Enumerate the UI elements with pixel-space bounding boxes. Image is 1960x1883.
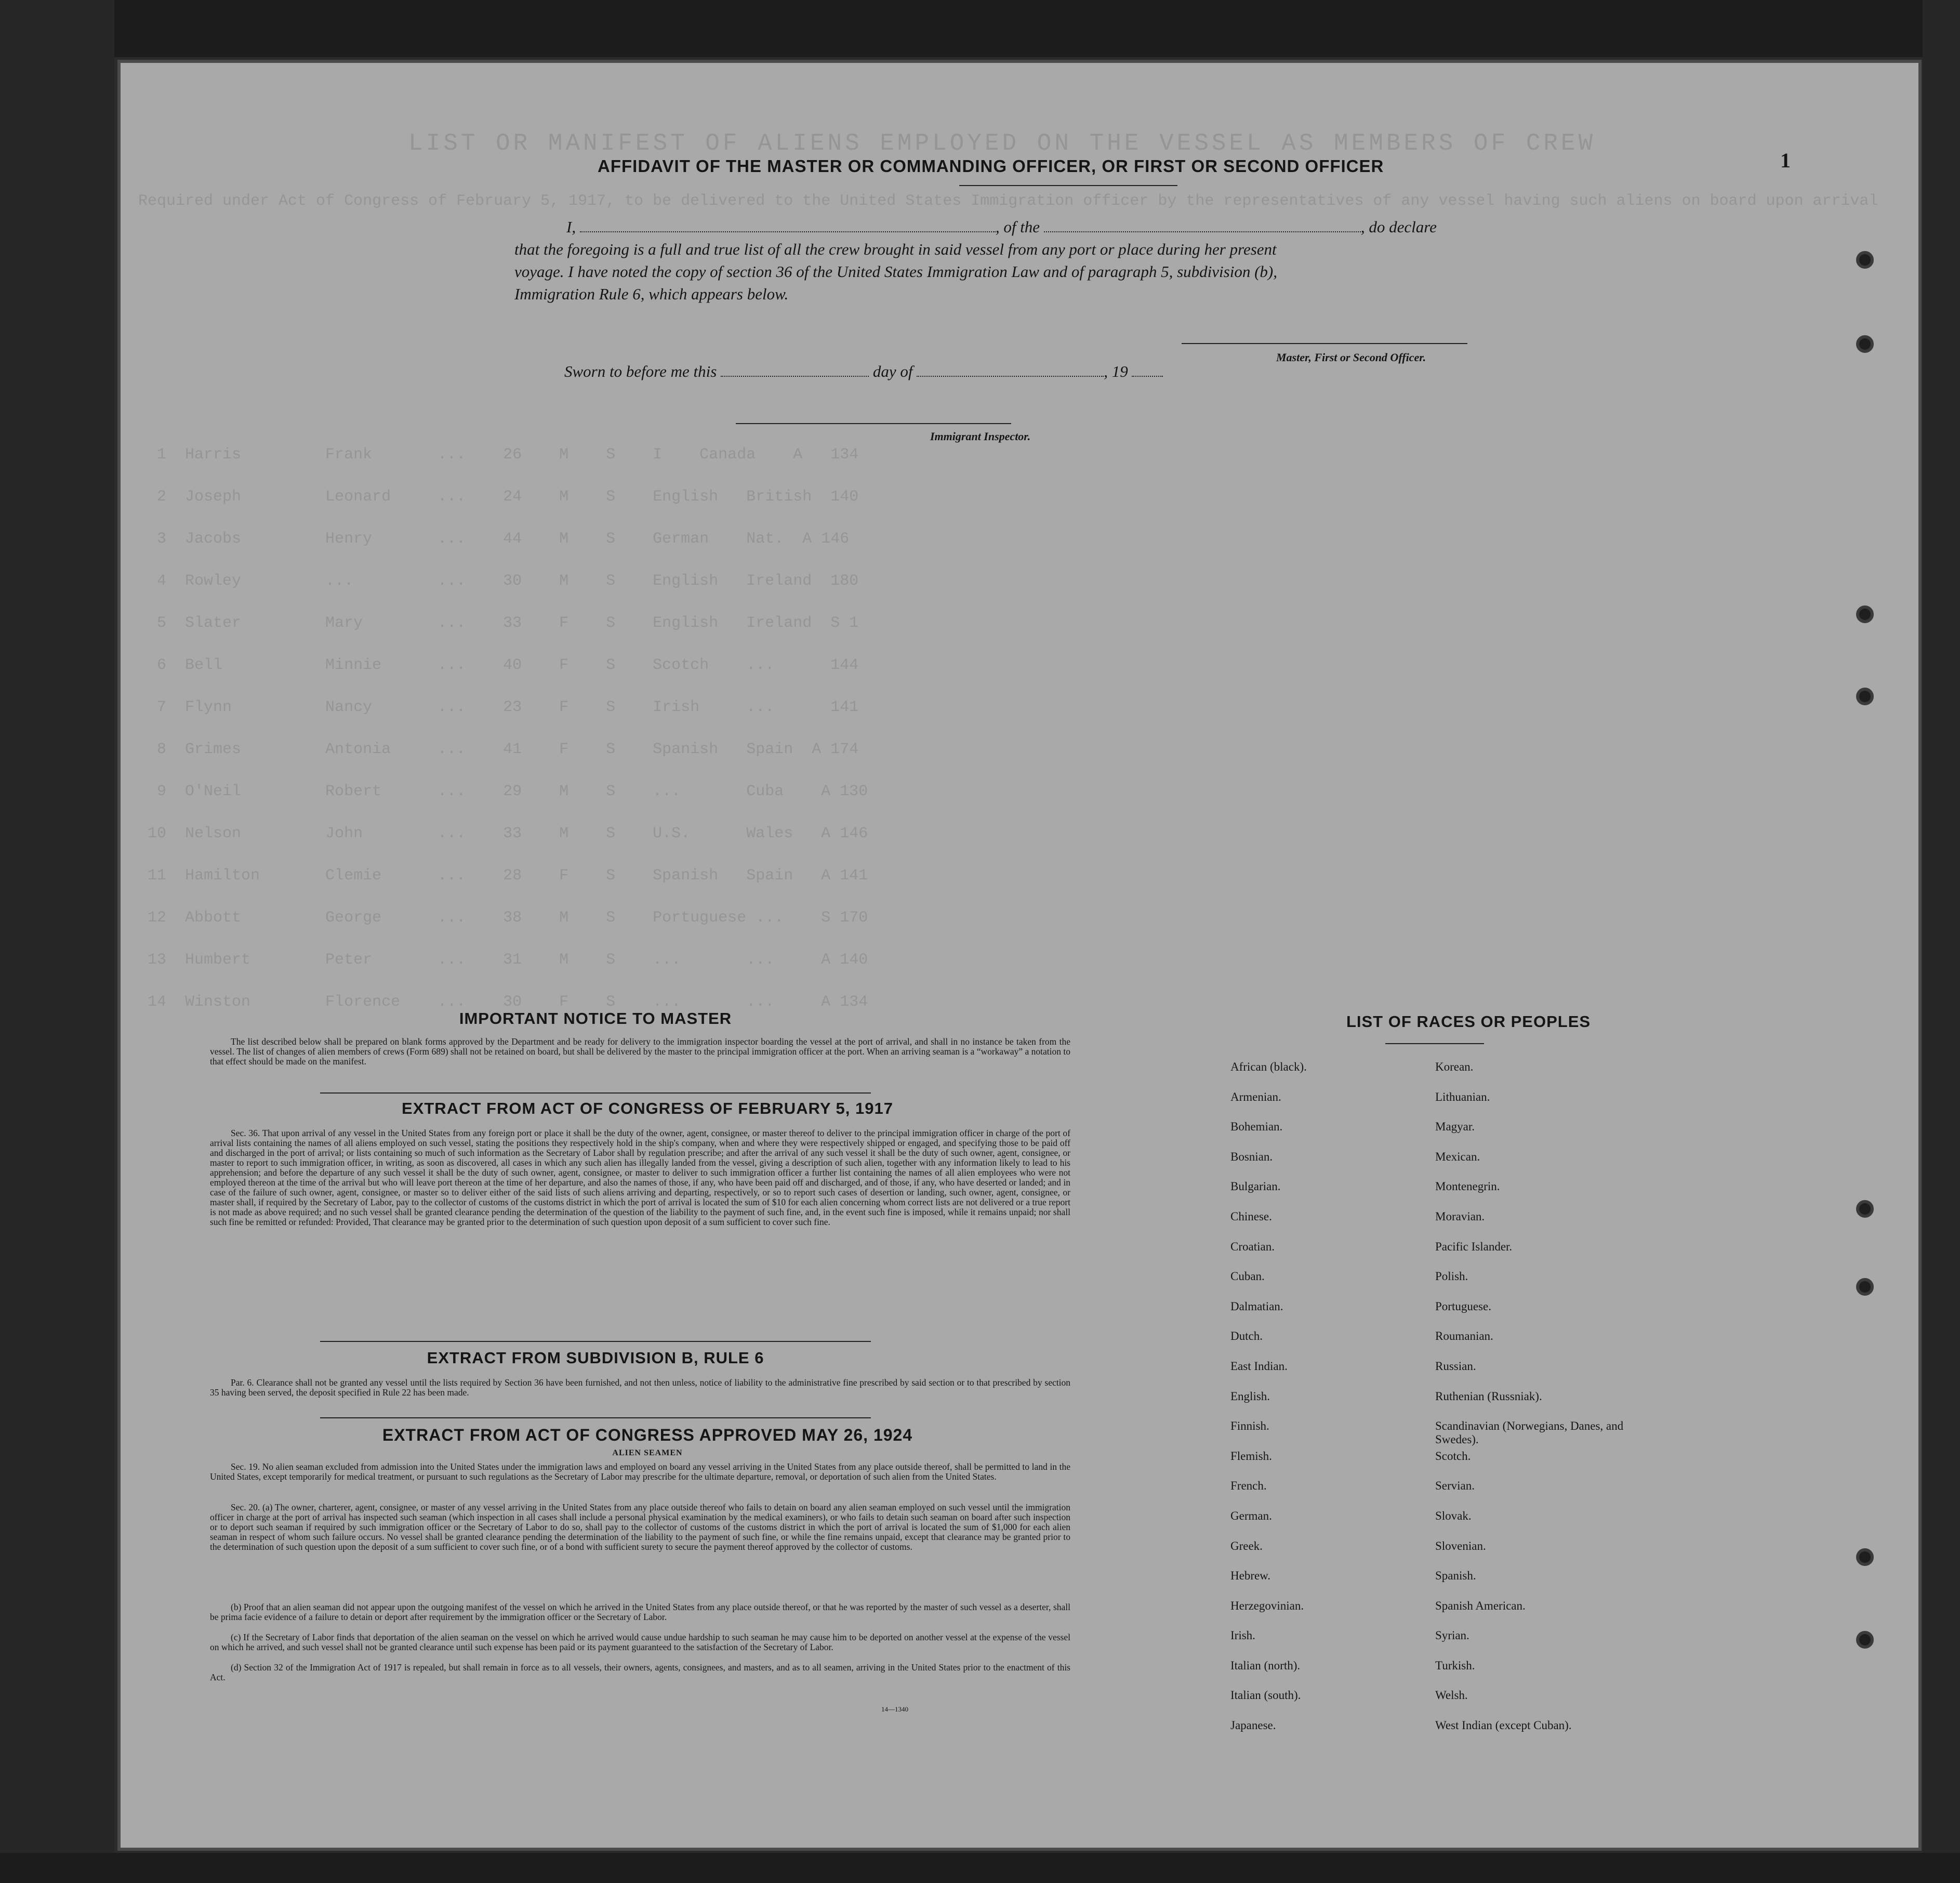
race-item: Bulgarian. (1230, 1180, 1281, 1193)
race-item: French. (1230, 1479, 1267, 1493)
inspector-signature-line[interactable] (736, 423, 1011, 424)
sworn-line (564, 360, 1344, 383)
races-title-underline (1385, 1043, 1484, 1044)
race-item: Turkish. (1435, 1658, 1475, 1672)
sworn-year-field[interactable] (1132, 363, 1163, 377)
extract-1924-subtitle: ALIEN SEAMEN (612, 1449, 683, 1457)
sec20a-text: Sec. 20. (a) The owner, charterer, agent, consignee, or master of any vessel arriving in the United States from any place outside thereof who fails to detain on board any alien seaman employed on such vessel until the immigration officer in charge at the port of arrival has inspected such seaman (which inspection in all cases shall include a personal physical examination by the medical examiners), or who fails to detain such seaman on board after such inspection or to deport such seaman if required by such immigration officer or the Secretary of Labor to do so, shall pay to the collector of customs of the customs district in which the port of arrival is located the sum of $1,000 for each alien seaman in respect of whom such failure occurs. No vessel shall be granted clearance pending the determination of the liability to the payment of such fine, or while the fine remains unpaid, except that clearance may be granted prior to the determination of such question upon the deposit of a sum sufficient to cover such fine, or of a bond with sufficient surety to secure the payment thereof approved by the collector of customs. (210, 1502, 1070, 1552)
race-item: Portuguese. (1435, 1299, 1491, 1313)
extract-1917-title: EXTRACT FROM ACT OF CONGRESS OF FEBRUARY 5, 1917 (402, 1099, 893, 1117)
punch-hole (1856, 1631, 1874, 1649)
race-item: Bohemian. (1230, 1120, 1283, 1134)
race-item: Dalmatian. (1230, 1299, 1283, 1313)
race-item: Servian. (1435, 1479, 1475, 1493)
extract-1917-text: Sec. 36. That upon arrival of any vessel in the United States from any foreign port or place it shall be the duty of the owner, agent, consignee, or master thereof to deliver to the principal immigration officer in charge of the port of arrival lists containing the names of all aliens employed on such vessel, stating the positions they respectively hold in the ship's company, when and where they were respectively shipped or engaged, and specifying those to be paid off and discharged in the port of arrival; or lists containing so much of such information as the Secretary of Labor shall by regulation prescribe; and after the arrival of any such vessel it shall be the duty of such owner, agent, consignee, or master to report to such immigration officer, in writing, as soon as discovered, all cases in which any such alien has illegally landed from the vessel, giving a description of such alien, together with any information likely to lead to his apprehension; and before the departure of any such vessel it shall be the duty of such owner, agent, consignee, or master to deliver to such immigration officer a further list containing the names of all alien employees who were not employed thereon at the time of the arrival but who will leave port thereon at the time of her departure, and also the names of those, if any, who have been paid off and discharged, and of those, if any, who have deserted or landed; and in case of the failure of such owner, agent, consignee, or master so to deliver either of the said lists of such aliens arriving and departing, respectively, or so to report such cases of desertion or landing, such owner, agent, consignee, or master shall, if required by the Secretary of Labor, pay to the collector of customs of the customs district in which the port of arrival is located the sum of $10 for each alien concerning whom correct lists are not delivered or a true report is not made as above required; and no such vessel shall be granted clearance pending the determination of the question of the liability to the payment of such fine, and, in the event such fine is imposed, while it remains unpaid; nor shall such fine be remitted or refunded: Provided, That clearance may be granted prior to the determination of such question upon deposit of a sum sufficient to cover such fine. (210, 1128, 1070, 1227)
race-item: Roumanian. (1435, 1329, 1493, 1343)
sec20c-text: (c) If the Secretary of Labor finds that deportation of the alien seaman on the vessel on which he arrived would cause undue hardship to such seaman he may cause him to be deported on another vessel at the expense of the vessel on which he arrived, and such vessel shall not be granted clearance until such expense has been paid or its payment guaranteed to the satisfaction of the Secretary of Labor. (210, 1632, 1070, 1652)
notice-title: IMPORTANT NOTICE TO MASTER (459, 1009, 732, 1028)
extract-rule6-text: Par. 6. Clearance shall not be granted any vessel until the lists required by Section 36 have been furnished, and not then unless, notice of liability to the administrative fine prescribed by said section or to that prescribed by section 35 having been served, the deposit specified in Rule 22 has been made. (210, 1377, 1070, 1398)
punch-hole (1856, 1200, 1874, 1218)
race-item: Flemish. (1230, 1449, 1272, 1463)
race-item: Syrian. (1435, 1629, 1469, 1642)
divider-3 (320, 1417, 871, 1418)
extract-rule6-title: EXTRACT FROM SUBDIVISION B, RULE 6 (427, 1349, 764, 1367)
sworn-prefix: Sworn to before me this (564, 362, 717, 380)
race-item: German. (1230, 1509, 1272, 1522)
race-item: Moravian. (1435, 1209, 1485, 1223)
vessel-field[interactable] (1044, 219, 1361, 232)
race-item: Finnish. (1230, 1419, 1269, 1433)
inspector-label: Immigrant Inspector. (930, 430, 1031, 443)
affidavit-declare-label: , do declare (1360, 218, 1437, 236)
affidavit-title: AFFIDAVIT OF THE MASTER OR COMMANDING OFFICER, OR FIRST OR SECOND OFFICER (598, 156, 1384, 176)
race-item: Spanish. (1435, 1569, 1476, 1583)
race-item: Italian (south). (1230, 1689, 1301, 1702)
race-item: Polish. (1435, 1270, 1468, 1283)
affidavit-i-label: I, (566, 218, 576, 236)
punch-hole (1856, 1548, 1874, 1566)
punch-hole (1856, 688, 1874, 705)
races-right-column (1435, 1060, 1653, 1749)
affidavit-line-3: voyage. I have noted the copy of section 36 of the United States Immigration Law and of paragraph 5, subdivision (b), (514, 262, 1277, 281)
race-item: English. (1230, 1389, 1270, 1403)
top-film-edge (0, 0, 1960, 57)
title-underline (959, 185, 1177, 186)
race-item: Scotch. (1435, 1449, 1471, 1463)
sec19-text: Sec. 19. No alien seaman excluded from admission into the United States under the immigration laws and employed on board any vessel arriving in the United States from any place outside thereof, shall be permitted to land in the United States, except temporarily for medical treatment, or pursuant to such regulations as the Secretary of Labor may prescribe for the ultimate departure, removal, or deportation of such alien from the United States. (210, 1461, 1070, 1482)
race-item: Cuban. (1230, 1270, 1265, 1283)
manifest-page: LIST OR MANIFEST OF ALIENS EMPLOYED ON THE VESSEL AS MEMBERS OF CREW Required under Act of Congress of February 5, 1917, to be delivered to the United States Immigration officer by the representatives of any vessel having such aliens on board upon arrival 1 Harris Frank ... 26 M S I Canada A 134 2 Joseph Leonard ... 24 M S English British 140 3 Jacobs Henry ... 44 M S German Nat. A 146 4 Rowley ... ... 30 M S English Ireland 180 5 Slater Mary ... 33 F S English Ireland S 1 6 Bell Minnie ... 40 F S Scotch ... 144 7 Flynn Nancy ... 23 F S Irish ... 141 8 Grimes Antonia ... 41 F S Spanish Spain A 174 9 O'Neil Robert ... 29 M S ... Cuba A 130 10 Nelson John ... 33 M S U.S. Wales A 146 11 Hamilton Clemie ... 28 F S Spanish Spain A 141 12 Abbott George ... 38 M S Portuguese ... S 170 13 Humbert Peter ... 31 M S ... ... A 140 14 Winston Florence ... 30 F S ... ... A 134 AFFIDAVIT OF THE MASTER OR COMMANDING OFFICER, OR FIRST OR SECOND OFFICER I, , of the , do declare that the foregoing is a full and true list of all the crew brought in said vessel from any port or place during her present voyage. I have noted the copy of section 36 of the United States Immigration Law and of paragraph 5, subdivision (b), Immigration Rule 6, which appears below. Master, First or Second Officer. Sworn to before me this day of , 19 Immigrant Inspector. 1 IMPORTANT NOTICE TO MASTER The list described below shall be prepared on blank forms approved by the Department and be ready for delivery to the immigration inspector boarding the vessel at the port of arrival, and shall in no instance be taken from the vessel. The list of changes of alien members of crews (Form 689) shall not be retained on board, but shall be delivered by the master to the principal immigration officer at the port. When an arriving seaman is a “workaway” a notation to that effect should be made on the manifest. EXTRACT FROM ACT OF CONGRESS OF FEBRUARY 5, 1917 Sec. 36. That upon arrival of any vessel in the United States from any foreign port or place it shall be the duty of the owner, agent, consignee, or master thereof to deliver to the principal immigration officer in charge of the port of arrival lists containing the names of all aliens employed on such vessel, stating the positions they respectively hold in the ship's company, when and where they were respectively shipped or engaged, and specifying those to be paid off and discharged in the port of arrival; or lists containing so much of such information as the Secretary of Labor shall by regulation prescribe; and after the arrival of any such vessel it shall be the duty of such owner, agent, consignee, or master to report to such immigration officer, in writing, as soon as discovered, all cases in which any such alien has illegally landed from the vessel, giving a description of such alien, together with any information likely to lead to his apprehension; and before the departure of any such vessel it shall be the duty of such owner, agent, consignee, or master to deliver to such immigration officer a further list containing the names of all alien employees who were not employed thereon at the time of the arrival but who will leave port thereon at the time of her departure, and also the names of those, if any, who have been paid off and discharged, and of those, if any, who have deserted or landed; and in case of the failure of such owner, agent, consignee, or master so to deliver either of the said lists of such aliens arriving and departing, respectively, or so to report such cases of desertion or landing, such owner, agent, consignee, or master shall, if required by the Secretary of Labor, pay to the collector of customs of the customs district in which the port of arrival is located the sum of $10 for each alien concerning whom correct lists are not delivered or a true report is not made as above required; and no such vessel shall be granted clearance pending the determination of the question of the liability to the payment of such fine, and, in the event such fine is imposed, while it remains unpaid; nor shall such fine be remitted or refunded: Provided, That clearance may be granted prior to the determination of such question upon deposit of a sum sufficient to cover such fine. EXTRACT FROM SUBDIVISION B, RULE 6 Par. 6. Clearance shall not be granted any vessel until the lists required by Section 36 have been furnished, and not then unless, notice of liability to the administrative fine prescribed by said section or to that prescribed by section 35 having been served, the deposit specified in Rule 22 has been made. EXTRACT FROM ACT OF CONGRESS APPROVED MAY 26, 1924 ALIEN SEAMEN Sec. 19. No alien seaman excluded from admission into the United States under the immigration laws and employed on board any vessel arriving in the United States from any place outside thereof, shall be permitted to land in the United States, except temporarily for medical treatment, or pursuant to such regulations as the Secretary of Labor may prescribe for the ultimate departure, removal, or deportation of such alien from the United States. Sec. 20. (a) The owner, charterer, agent, consignee, or master of any vessel arriving in the United States from any place outside thereof who fails to detain on board any alien seaman employed on such vessel until the immigration officer in charge at the port of arrival has inspected such seaman (which inspection in all cases shall include a personal physical examination by the medical examiners), or who fails to detain such seaman on board after such inspection or to deport such seaman if required by such immigration officer or the Secretary of Labor to do so, shall pay to the collector of customs of the customs district in which the port of arrival is located the sum of $1,000 for each alien seaman in respect of whom such failure occurs. No vessel shall be granted clearance pending the determination of the liability to the payment of such fine, or while the fine remains unpaid, except that clearance may be granted prior to the determination of such question upon the deposit of a sum sufficient to cover such fine, or of a bond with sufficient surety to secure the payment thereof approved by the collector of customs. (b) Proof that an alien seaman did not appear upon the outgoing manifest of the vessel on which he arrived in the United States from any place outside thereof, or that he was reported by the master of such vessel as a deserter, shall be prima facie evidence of a failure to detain or deport after requirement by the immigration officer or the Secretary of Labor. (c) If the Secretary of Labor finds that deportation of the alien seaman on the vessel on which he arrived would cause undue hardship to such seaman he may cause him to be deported on another vessel at the expense of the vessel on which he arrived, and such vessel shall not be granted clearance until such expense has been paid or its payment guaranteed to the satisfaction of the Secretary of Labor. (d) Section 32 of the Immigration Act of 1917 is repealed, but shall remain in force as to all vessels, their owners, agents, consignees, and masters, and as to all seamen, arriving in the United States prior to the enactment of this Act. 14—1340 LIST OF RACES OR PEOPLES African (black). Armenian. Bohemian. Bosnian. Bulgarian. Chinese. Croatian. Cuban. Dalmatian. Dutch. East Indian. English. Finnish. Flemish. French. German. Greek. Hebrew. Herzegovinian. Irish. Italian (north). Italian (south). Japanese. Korean. Lithuanian. Magyar. Mexican. Montenegrin. Moravian. Pacific Islander. Polish. Portuguese. Roumanian. Russian. Ruthenian (Russniak). Scandinavian (Norwegians, Danes, and Swedes). Scotch. Servian. Slovak. Slovenian. Spanish. Spanish American. Syrian. Turkish. Welsh. West Indian (except Cuban). (117, 60, 1922, 1851)
bottom-film-edge (0, 1853, 1960, 1883)
master-signature-line[interactable] (1182, 343, 1467, 344)
race-item: Bosnian. (1230, 1150, 1273, 1163)
punch-hole (1856, 335, 1874, 353)
name-field[interactable] (580, 219, 996, 232)
affidavit-line-2: that the foregoing is a full and true list of all the crew brought in said vessel from any port or place during her present (514, 240, 1277, 258)
race-item: Lithuanian. (1435, 1090, 1490, 1103)
race-item: Spanish American. (1435, 1599, 1526, 1612)
left-film-edge (0, 0, 114, 1883)
sworn-month-field[interactable] (917, 363, 1104, 377)
sworn-day-field[interactable] (721, 363, 869, 377)
race-item: African (black). (1230, 1060, 1307, 1073)
race-item: Ruthenian (Russniak). (1435, 1389, 1542, 1403)
race-item: Greek. (1230, 1539, 1263, 1552)
extract-1924-title: EXTRACT FROM ACT OF CONGRESS APPROVED MAY 26, 1924 (382, 1426, 913, 1444)
divider-1 (320, 1092, 871, 1094)
race-item: Croatian. (1230, 1240, 1275, 1253)
affidavit-of-the-label: , of the (995, 218, 1040, 236)
race-item: Magyar. (1435, 1120, 1475, 1134)
race-item: Slovenian. (1435, 1539, 1486, 1552)
race-item: Irish. (1230, 1629, 1255, 1642)
punch-hole (1856, 1278, 1874, 1296)
race-item: Welsh. (1435, 1689, 1468, 1702)
race-item: Scandinavian (Norwegians, Danes, and Swedes). (1435, 1419, 1624, 1446)
race-item: Montenegrin. (1435, 1180, 1500, 1193)
corner-mark: 1 (1780, 149, 1791, 172)
race-item: East Indian. (1230, 1359, 1288, 1373)
sec20b-text: (b) Proof that an alien seaman did not appear upon the outgoing manifest of the vessel on which he arrived in the United States from any place outside thereof, or that he was reported by the master of such vessel as a deserter, shall be prima facie evidence of a failure to detain or deport after requirement by the immigration officer or the Secretary of Labor. (210, 1602, 1070, 1622)
punch-hole (1856, 605, 1874, 623)
form-number: 14—1340 (881, 1705, 908, 1713)
race-item: Russian. (1435, 1359, 1476, 1373)
sworn-year-label: , 19 (1104, 362, 1128, 380)
sworn-day-of-label: day of (872, 362, 913, 380)
race-item: Dutch. (1230, 1329, 1263, 1343)
sec20d-text: (d) Section 32 of the Immigration Act of 1917 is repealed, but shall remain in force as to all vessels, their owners, agents, consignees, and masters, and as to all seamen, arriving in the United States prior to the enactment of this Act. (210, 1662, 1070, 1682)
right-film-edge (1923, 0, 1960, 1883)
race-item: Mexican. (1435, 1150, 1480, 1163)
divider-2 (320, 1341, 871, 1342)
affidavit-line-4: Immigration Rule 6, which appears below. (514, 285, 789, 303)
races-title: LIST OF RACES OR PEOPLES (1346, 1012, 1591, 1031)
punch-hole (1856, 251, 1874, 269)
race-item: Herzegovinian. (1230, 1599, 1304, 1612)
race-item: West Indian (except Cuban). (1435, 1719, 1572, 1732)
race-item: Hebrew. (1230, 1569, 1271, 1583)
affidavit-line-1 (566, 216, 1637, 238)
race-item: Japanese. (1230, 1719, 1276, 1732)
master-signature-label: Master, First or Second Officer. (1276, 351, 1426, 364)
race-item: Chinese. (1230, 1209, 1272, 1223)
race-item: Pacific Islander. (1435, 1240, 1513, 1253)
race-item: Korean. (1435, 1060, 1474, 1073)
race-item: Slovak. (1435, 1509, 1472, 1522)
race-item: Armenian. (1230, 1090, 1281, 1103)
race-item: Italian (north). (1230, 1658, 1301, 1672)
races-left-column (1230, 1060, 1428, 1749)
notice-text: The list described below shall be prepared on blank forms approved by the Department and be ready for delivery to the immigration inspector boarding the vessel at the port of arrival, and shall in no instance be taken from the vessel. The list of changes of alien members of crews (Form 689) shall not be retained on board, but shall be delivered by the master to the principal immigration officer at the port. When an arriving seaman is a “workaway” a notation to that effect should be made on the manifest. (210, 1036, 1070, 1066)
